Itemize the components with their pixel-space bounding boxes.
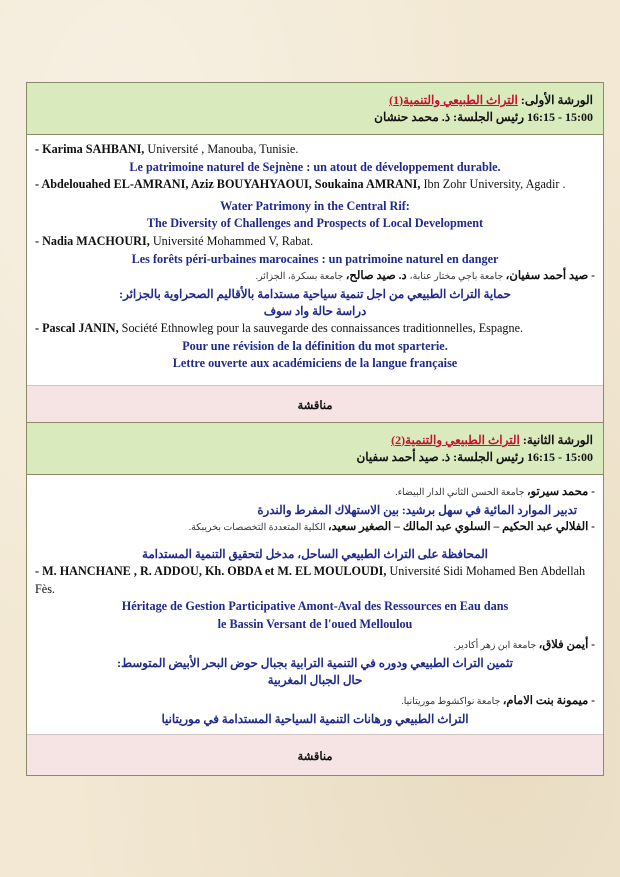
session-2-time-chair: 15:00 - 16:15 رئيس الجلسة: ذ. صيد أحمد سفيان	[356, 449, 593, 464]
paper-entry-ar: - صيد أحمد سفيان، جامعة باجي مختار عنابة، د. صيد صالح، جامعة بسكرة، الجزائر.	[255, 270, 595, 283]
session-1-header	[27, 83, 603, 135]
paper-title: Les forêts péri-urbaines marocaines : un patrimoine naturel en danger	[131, 251, 499, 266]
paper-entry: - Karima SAHBANI, Université , Manouba, Tunisie.	[35, 142, 299, 156]
paper-title-ar: حماية التراث الطبيعي من اجل تنمية سياحية مستدامة بالأقاليم الصحراوية بالجزائر:	[119, 287, 511, 302]
paper-affiliation: Université Sidi Mohamed Ben Abdellah Fès.	[35, 563, 586, 596]
paper-authors: Abdelouahed EL-AMRANI, Aziz BOUYAHYAOUI, Soukaina AMRANI,	[41, 177, 421, 192]
paper-entry: - Pascal JANIN, Société Ethnowleg pour la sauvegarde des connaissances traditionnelles, Espagne.	[35, 321, 524, 336]
paper-affiliation-ar: جامعة باجي مختار عنابة،	[409, 272, 506, 283]
paper-entry: - M. HANCHANE , R. ADDOU, Kh. OBDA et M. EL MOULOUDI, Université Sidi Mohamed Ben Abdellah Fès.	[35, 563, 586, 596]
paper-title: Water Patrimony in the Central Rif:	[220, 198, 410, 213]
paper-author-ar: محمد سيرتو،	[526, 485, 589, 498]
session-1-body	[27, 135, 603, 379]
paper-authors: Pascal JANIN,	[42, 321, 119, 336]
session-2-prefix: الورشة الثانية:	[522, 432, 593, 447]
paper-entry-ar: - ميمونة بنت الامام، جامعة نواكشوط موريتانيا.	[401, 695, 595, 708]
paper-authors: Karima SAHBANI,	[42, 142, 145, 156]
session-1-prefix: الورشة الأولى:	[520, 93, 593, 107]
paper-affiliation-ar: جامعة بسكرة، الجزائر.	[255, 272, 346, 283]
program-table	[26, 82, 604, 776]
paper-title-ar: تدبير الموارد المائية في سهل برشيد: بين الاستهلاك المفرط والندرة	[257, 502, 577, 517]
paper-affiliation: Université Mohammed V, Rabat.	[149, 233, 314, 248]
paper-title: Le patrimoine naturel de Sejnène : un atout de développement durable.	[129, 159, 501, 174]
session-2-discussion: مناقشة	[27, 734, 603, 775]
paper-affiliation-ar: جامعة ابن زهر أكادير.	[453, 641, 539, 652]
session-1-discussion: مناقشة	[27, 385, 603, 423]
paper-title: The Diversity of Challenges and Prospects of Local Development	[146, 216, 484, 231]
paper-entry-ar: - الفلالي عبد الحكيم – السلوي عبد المالك – الصغير سعيد، الكلية المتعددة التخصصات بخريبكة.	[188, 520, 595, 533]
paper-entry-ar: - أيمن فلاق، جامعة ابن زهر أكادير.	[453, 639, 595, 652]
paper-affiliation-ar: جامعة نواكشوط موريتانيا.	[401, 697, 503, 708]
paper-title: Pour une révision de la définition du mot sparterie.	[182, 338, 448, 353]
paper-entry: - Abdelouahed EL-AMRANI, Aziz BOUYAHYAOUI, Soukaina AMRANI, Ibn Zohr University, Agadir .	[35, 177, 566, 192]
paper-affiliation: Société Ethnowleg pour la sauvegarde des connaissances traditionnelles, Espagne.	[118, 321, 524, 336]
paper-author-ar: د. صيد صالح،	[345, 270, 410, 283]
paper-affiliation-ar: جامعة الحسن الثاني الدار البيضاء.	[395, 487, 527, 498]
session-2-title	[37, 432, 593, 449]
paper-title-ar: المحافظة على التراث الطبيعي الساحل، مدخل لتحقيق التنمية المستدامة	[142, 546, 488, 561]
session-2-theme: التراث الطبيعي والتنمية(2)	[391, 432, 520, 447]
paper-authors: Nadia MACHOURI,	[42, 233, 150, 248]
paper-title: le Bassin Versant de l'oued Melloulou	[217, 616, 413, 631]
session-2-header	[27, 423, 603, 475]
paper-affiliation: Ibn Zohr University, Agadir .	[420, 177, 566, 192]
paper-author-ar: ميمونة بنت الامام،	[502, 695, 589, 708]
paper-title-ar: التراث الطبيعي ورهانات التنمية السياحية المستدامة في موريتانيا	[161, 712, 469, 727]
paper-author-ar: صيد أحمد سفيان،	[505, 270, 589, 283]
paper-title-ar: تثمين التراث الطبيعي ودوره في التنمية الترابية بجبال حوض البحر الأبيض المتوسط:	[117, 656, 513, 671]
session-1-title	[37, 92, 593, 109]
paper-affiliation: Université , Manouba, Tunisie.	[144, 142, 299, 156]
paper-title-ar: دراسة حالة واد سوف	[263, 304, 367, 319]
paper-affiliation-ar: الكلية المتعددة التخصصات بخريبكة.	[188, 522, 328, 533]
paper-title-ar: حال الجبال المغربية	[267, 673, 363, 688]
paper-author-ar: الفلالي عبد الحكيم – السلوي عبد المالك – الصغير سعيد،	[327, 520, 589, 533]
paper-entry-ar: - محمد سيرتو، جامعة الحسن الثاني الدار البيضاء.	[395, 485, 595, 498]
paper-title: Héritage de Gestion Participative Amont-Aval des Ressources en Eau dans	[121, 599, 509, 614]
session-1-time-chair: 15:00 - 16:15 رئيس الجلسة: ذ. محمد حنشان	[374, 110, 593, 124]
paper-author-ar: أيمن فلاق،	[538, 639, 589, 652]
session-2-body	[27, 475, 603, 734]
paper-title: Lettre ouverte aux académiciens de la langue française	[172, 356, 458, 371]
paper-entry: - Nadia MACHOURI, Université Mohammed V, Rabat.	[35, 233, 314, 248]
paper-authors: M. HANCHANE , R. ADDOU, Kh. OBDA et M. EL MOULOUDI,	[42, 563, 387, 578]
session-1-theme: التراث الطبيعي والتنمية(1)	[389, 93, 518, 107]
